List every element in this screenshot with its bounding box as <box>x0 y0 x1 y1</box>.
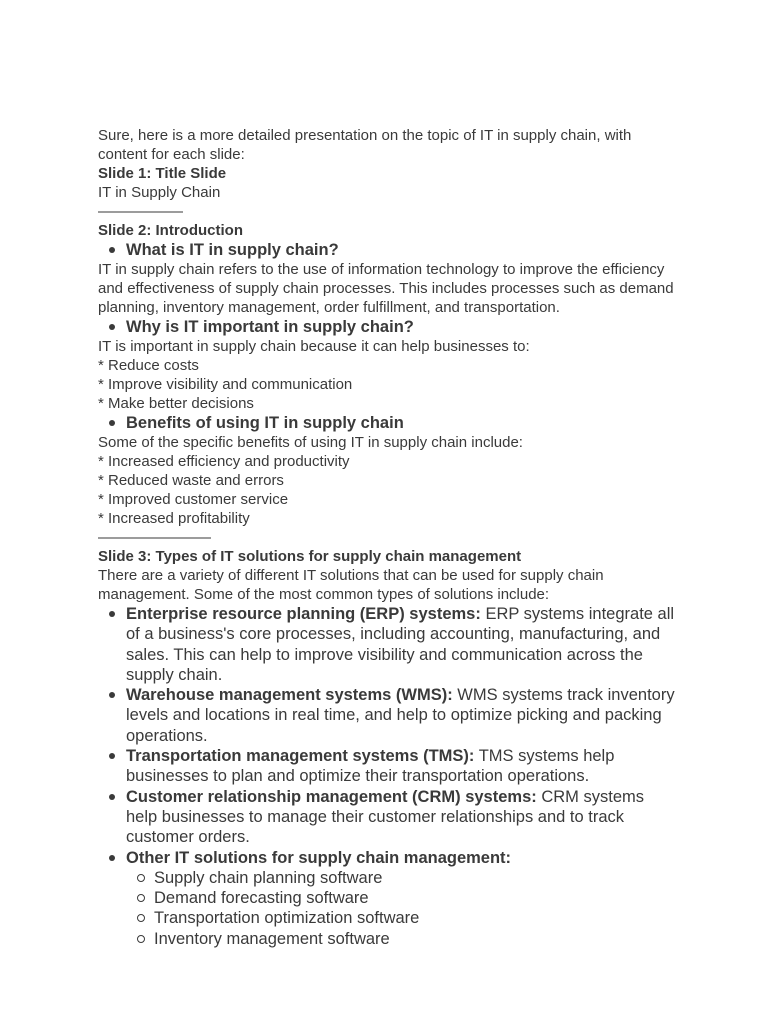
sublist-item: Inventory management software <box>98 929 678 949</box>
sublist-item: Transportation optimization software <box>98 908 678 928</box>
item-desc: TMS systems help businesses to plan and optimize their transportation operations. <box>126 747 615 786</box>
item-term: Enterprise resource planning (ERP) systems: <box>126 605 481 623</box>
slide1-heading: Slide 1: Title Slide <box>98 165 227 182</box>
slide1-title: IT in Supply Chain <box>98 184 221 201</box>
bullet-benefits: Benefits of using IT in supply chain <box>98 413 678 433</box>
slide3-intro: There are a variety of different IT solutions that can be used for supply chain management. Some of the most common types of solutions include: <box>98 567 604 603</box>
list-item <box>98 848 678 868</box>
sublist-item: Supply chain planning software <box>98 868 678 888</box>
item-desc: CRM systems help businesses to manage their customer relationships and to track customer orders. <box>126 787 645 847</box>
paragraph-line: * Increased profitability <box>98 510 250 527</box>
item-desc: WMS systems track inventory levels and locations in real time, and help to optimize picking and packing operations. <box>126 686 675 745</box>
item-term: Warehouse management systems (WMS): <box>126 686 453 705</box>
solutions-list <box>98 604 678 868</box>
list-item <box>98 787 678 848</box>
document-body <box>98 126 678 949</box>
paragraph-line: * Make better decisions <box>98 395 254 412</box>
bullet-what-is-it: What is IT in supply chain? <box>98 240 678 260</box>
list-item <box>98 604 678 685</box>
slide2-heading: Slide 2: Introduction <box>98 222 243 239</box>
sublist-item: Demand forecasting software <box>98 888 678 908</box>
paragraph-what-is-it: IT in supply chain refers to the use of information technology to improve the efficiency and effectiveness of supply chain processes. This includes processes such as demand planning, inventory management, order fulfillment, and transportation. <box>98 261 674 316</box>
slide3-heading: Slide 3: Types of IT solutions for supply chain management <box>98 548 522 565</box>
intro-text: Sure, here is a more detailed presentation on the topic of IT in supply chain, with content for each slide: <box>98 127 632 163</box>
divider-rule: ———————— <box>98 529 210 546</box>
item-desc: ERP systems integrate all of a business's core processes, including accounting, manufacturing, and sales. This can help to improve visibility and communication across the supply chain. <box>126 605 675 684</box>
paragraph-line: Some of the specific benefits of using IT in supply chain include: <box>98 434 523 451</box>
item-term: Customer relationship management (CRM) systems: <box>126 787 537 806</box>
paragraph-line: * Improve visibility and communication <box>98 376 353 393</box>
paragraph-line: * Reduce costs <box>98 357 199 374</box>
bullet-why-important: Why is IT important in supply chain? <box>98 317 678 337</box>
other-solutions-sublist <box>98 868 678 949</box>
paragraph-line: * Improved customer service <box>98 491 289 508</box>
divider-rule: —————— <box>98 203 182 220</box>
list-item <box>98 746 678 787</box>
paragraph-line: * Reduced waste and errors <box>98 472 284 489</box>
list-item <box>98 685 678 746</box>
paragraph-line: * Increased efficiency and productivity <box>98 453 350 470</box>
item-term: Transportation management systems (TMS): <box>126 747 475 766</box>
item-term: Other IT solutions for supply chain management: <box>126 848 512 867</box>
paragraph-line: IT is important in supply chain because it can help businesses to: <box>98 338 530 355</box>
